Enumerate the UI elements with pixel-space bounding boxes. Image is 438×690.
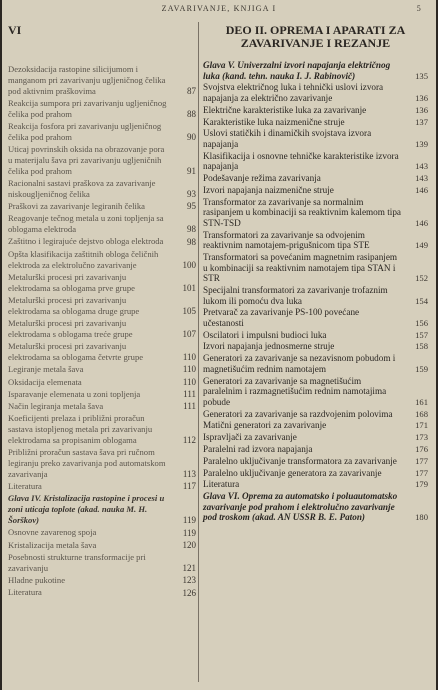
toc-entry	[203, 353, 428, 374]
toc-entry-title: Uticaj povrinskih oksida na obrazovanje pora u materijalu šava pri zavarivanju ugljeničnih čelika pod prahom	[8, 144, 165, 176]
toc-page-number: 110	[182, 364, 196, 375]
toc-entry-title: Ispravljači za zavarivanje	[203, 432, 297, 443]
toc-page-number: 176	[415, 443, 428, 454]
toc-entry	[203, 341, 428, 352]
toc-page-number: 105	[182, 305, 196, 316]
toc-page-number: 123	[182, 575, 196, 586]
toc-entry	[8, 575, 196, 586]
toc-entry	[203, 376, 428, 408]
running-title: ZAVARIVANJE, KNJIGA I	[161, 4, 277, 13]
toc-entry-title: Legiranje metala šava	[8, 364, 84, 375]
toc-entry	[203, 409, 428, 420]
toc-page-number: 161	[415, 396, 428, 407]
toc-entry-title: Glava V. Univerzalni izvori napajanja električnog luka (kand. tehn. nauka I. J. Rabinovič)	[203, 60, 391, 81]
running-header	[2, 4, 436, 13]
toc-entry-title: Matični generatori za zavarivanje	[203, 420, 327, 431]
toc-page-number: 143	[415, 173, 428, 184]
toc-entry	[8, 98, 196, 120]
toc-entry-title: Reakcija sumpora pri zavarivanju ugljeničnog čelika pod prahom	[8, 97, 167, 119]
toc-page-number: 177	[415, 455, 428, 466]
toc-page-number: 93	[187, 188, 196, 199]
toc-page-number: 173	[415, 432, 428, 443]
toc-entry	[8, 272, 196, 294]
toc-entry	[203, 105, 428, 116]
toc-entry	[8, 587, 196, 598]
toc-page-number: 180	[415, 512, 428, 523]
toc-page-number: 149	[415, 240, 428, 251]
toc-entry	[203, 432, 428, 443]
toc-entry	[203, 456, 428, 467]
toc-entry	[8, 377, 196, 388]
toc-entry-title: Transformator za zavarivanje sa normalnim rasipanjem u kombinaciji sa reaktivnim kalemom tipa STN-TSD	[203, 196, 401, 228]
book-page	[2, 0, 436, 690]
toc-page-number: 112	[182, 435, 196, 446]
toc-page-number: 111	[183, 389, 196, 400]
toc-entry	[203, 307, 428, 328]
toc-entry	[203, 173, 428, 184]
toc-entry	[203, 468, 428, 479]
toc-entry	[8, 413, 196, 445]
toc-entry	[203, 330, 428, 341]
toc-entry	[8, 389, 196, 400]
toc-page-number: 137	[415, 116, 428, 127]
toc-entry-title: Reagovanje tečnog metala u zoni topljenja sa oblogama elektroda	[8, 213, 164, 235]
toc-entry-title: Karakteristike luka naizmenične struje	[203, 116, 345, 127]
toc-entry-title: Metalurški procesi pri zavarivanju elektrodama sa oblogama druge grupe	[8, 294, 140, 316]
toc-entry	[8, 295, 196, 317]
toc-page-number: 177	[415, 467, 428, 478]
toc-entry-title: Uslovi statičkih i dinamičkih svojstava izvora napajanja	[203, 128, 372, 149]
toc-page-number: 107	[182, 329, 196, 340]
toc-page-number: 98	[187, 224, 196, 235]
toc-entry	[8, 201, 196, 212]
toc-entry-title: Isparavanje elemenata u zoni topljenja	[8, 388, 141, 399]
toc-page-number: 113	[182, 469, 196, 480]
toc-entry-title: Literatura	[203, 479, 240, 490]
toc-entry-title: Izvori napajanja naizmenične struje	[203, 184, 334, 195]
toc-entry	[8, 447, 196, 479]
toc-page-number: 157	[415, 329, 428, 340]
toc-entry-title: Transformatori za zavarivanje sa odvojenim reaktivnim namotajem-prigušnicom tipa STE	[203, 229, 370, 251]
toc-entry	[203, 479, 428, 490]
toc-entry	[8, 249, 196, 271]
toc-entry	[8, 540, 196, 551]
toc-page-number: 119	[182, 527, 196, 538]
toc-entry-title: Metalurški procesi pri zavarivanju elektrodama s oblogama treće grupe	[8, 318, 133, 339]
toc-entry-title: Klasifikacija i osnovne tehničke karakteristike izvora napajanja	[203, 150, 399, 172]
toc-page-number: 126	[182, 587, 196, 598]
toc-page-number: 139	[415, 138, 428, 149]
toc-page-number: 136	[415, 92, 428, 103]
toc-page-number: 110	[182, 376, 196, 387]
left-column	[8, 24, 196, 600]
toc-page-number: 121	[182, 562, 196, 573]
toc-entry-title: Glava IV. Kristalizacija rastopine i procesi u zoni uticaja toplote (akad. nauka M. H. Šorškov)	[8, 493, 165, 526]
toc-page-number: 135	[415, 70, 428, 81]
toc-chapter-entry	[8, 493, 196, 525]
toc-entry	[203, 128, 428, 149]
toc-entry-title: Svojstva električnog luka i tehnički uslovi izvora napajanja za električno zavarivanje	[203, 82, 384, 103]
toc-page-number: 87	[187, 85, 196, 96]
toc-entry	[8, 527, 196, 538]
toc-entry-title: Paralelno uključivanje generatora za zavarivanje	[203, 467, 382, 478]
toc-entry	[8, 121, 196, 143]
toc-page-number: 91	[187, 165, 196, 176]
toc-entry-title: Opšta klasifikacija zaštitnih obloga čeličnih elektroda za elektrolučno zavarivanje	[8, 248, 159, 270]
toc-chapter-entry	[203, 491, 428, 523]
toc-page-number: 98	[187, 236, 196, 247]
toc-entry	[8, 364, 196, 375]
toc-entry-title: Izvori napajanja jednosmerne struje	[203, 341, 335, 352]
toc-entry	[203, 151, 428, 172]
toc-entry-title: Posebnosti strukturne transformacije pri zavarivanju	[8, 551, 146, 573]
toc-page-number: 158	[415, 341, 428, 352]
toc-entry	[203, 444, 428, 455]
toc-entry-title: Zaštitno i legirajuće dejstvo obloga elektroda	[8, 236, 164, 247]
toc-page-number: 168	[415, 408, 428, 419]
right-column	[203, 24, 428, 524]
toc-page-number: 146	[415, 217, 428, 228]
toc-page-number: 154	[415, 295, 428, 306]
toc-entry	[8, 144, 196, 176]
column-divider	[198, 22, 199, 682]
toc-entry-title: Električne karakteristike luka za zavarivanje	[203, 104, 367, 115]
toc-entry	[8, 178, 196, 200]
toc-entry-title: Hladne pukotine	[8, 575, 66, 586]
toc-page-number: 120	[182, 539, 196, 550]
toc-page-number: 101	[182, 282, 196, 293]
toc-chapter-entry	[203, 60, 428, 81]
toc-entry-title: Reakcija fosfora pri zavarivanju ugljeničnog čelika pod prahom	[8, 120, 162, 142]
toc-entry-title: Metalurški procesi pri zavarivanju elektrodama sa oblogama četvrte grupe	[8, 341, 144, 362]
toc-entry	[203, 117, 428, 128]
toc-page-number: 110	[182, 352, 196, 363]
toc-page-number: 119	[182, 515, 196, 526]
toc-entry-title: Generatori za zavarivanje sa magnetišućim paralelnim i razmagnetišućim rednim namotajima pobude	[203, 375, 387, 407]
toc-page-number: 111	[183, 401, 196, 412]
toc-entry-title: Podešavanje režima zavarivanja	[203, 173, 321, 184]
toc-page-number: 179	[415, 479, 428, 490]
toc-entry-title: Osnovne zavarenog spoja	[8, 527, 97, 538]
toc-entry	[8, 318, 196, 340]
toc-entry	[203, 197, 428, 229]
toc-entry	[8, 236, 196, 247]
toc-entry	[203, 420, 428, 431]
toc-entry-title: Oscilatori i impulsni budioci luka	[203, 329, 327, 340]
toc-entry	[203, 252, 428, 284]
toc-page-number: 90	[187, 131, 196, 142]
toc-entry-title: Kristalizacija metala šava	[8, 539, 97, 550]
toc-page-number: 136	[415, 104, 428, 115]
toc-entry-title: Oksidacija elemenata	[8, 376, 82, 387]
toc-entry-title: Specijalni transformatori za zavarivanje trofaznim lukom ili pomoću dva luka	[203, 284, 388, 306]
toc-entry	[203, 185, 428, 196]
part-heading: DEO II. OPREMA I APARATI ZA ZAVARIVANJE I REZANJE	[225, 23, 406, 50]
toc-page-number: 156	[415, 317, 428, 328]
toc-entry	[8, 341, 196, 363]
toc-page-number: 171	[415, 420, 428, 431]
toc-entry-title: Literatura	[8, 587, 42, 598]
toc-page-number: 159	[415, 363, 428, 374]
toc-page-number: 146	[415, 184, 428, 195]
toc-entry-title: Glava VI. Oprema za automatsko i poluautomatsko zavarivanje pod prahom i elektrolučno zavarivanje pod troskom (akad. AN USSR B. E. Paton)	[203, 491, 398, 523]
toc-page-number: 143	[415, 161, 428, 172]
toc-page-number: 117	[182, 481, 196, 492]
page-number: 5	[416, 4, 422, 13]
toc-entry-title: Približni proračun sastava šava pri ručnom legiranju preko zavarivanja pod automatskom zavarivanja	[8, 447, 166, 479]
toc-entry-title: Racionalni sastavi praškova za zavarivanje niskougljeničnog čelika	[8, 177, 156, 199]
toc-entry-title: Dezoksidacija rastopine silicijumom i manganom pri zavarivanju ugljeničnog čelika pod aktivnim praškovima	[8, 64, 166, 96]
toc-entry-title: Metalurški procesi pri zavarivanju elektrodama sa oblogama prve grupe	[8, 271, 135, 293]
toc-entry-title: Praškovi za zavarivanje legiranih čelika	[8, 201, 145, 212]
toc-entry	[8, 481, 196, 492]
toc-entry	[8, 401, 196, 412]
toc-entry-title: Generatori za zavarivanje sa nezavisnom pobudom i magnetišućim rednim namotajem	[203, 353, 396, 374]
toc-entry	[8, 213, 196, 235]
toc-entry	[203, 285, 428, 306]
toc-entry	[203, 230, 428, 251]
toc-page-number: 100	[182, 259, 196, 270]
toc-entry-title: Literatura	[8, 481, 42, 492]
left-column-heading: VI	[8, 23, 22, 37]
right-toc-list	[203, 60, 428, 523]
toc-entry-title: Transformatori sa povećanim magnetnim rasipanjem u kombinaciji sa reaktivnim namotajem tipa STAN i STR	[203, 251, 398, 284]
toc-entry-title: Paralelno uključivanje transformatora za zavarivanje	[203, 455, 397, 466]
toc-entry-title: Paralelni rad izvora napajanja	[203, 443, 313, 454]
toc-page-number: 95	[187, 201, 196, 212]
toc-entry-title: Način legiranja metala šava	[8, 401, 104, 412]
toc-entry	[203, 82, 428, 103]
toc-entry	[8, 552, 196, 574]
toc-page-number: 88	[187, 108, 196, 119]
toc-entry	[8, 64, 196, 96]
toc-entry-title: Generatori za zavarivanje sa razdvojenim polovima	[203, 408, 393, 419]
left-toc-list	[8, 64, 196, 598]
toc-entry-title: Pretvarač za zavarivanje PS-100 povećane učestanosti	[203, 307, 360, 328]
toc-entry-title: Koeficijenti prelaza i približni proračun sastava istopljenog metala pri zavarivanju elektrodama sa propisanim oblogama	[8, 413, 153, 445]
toc-page-number: 152	[415, 273, 428, 284]
